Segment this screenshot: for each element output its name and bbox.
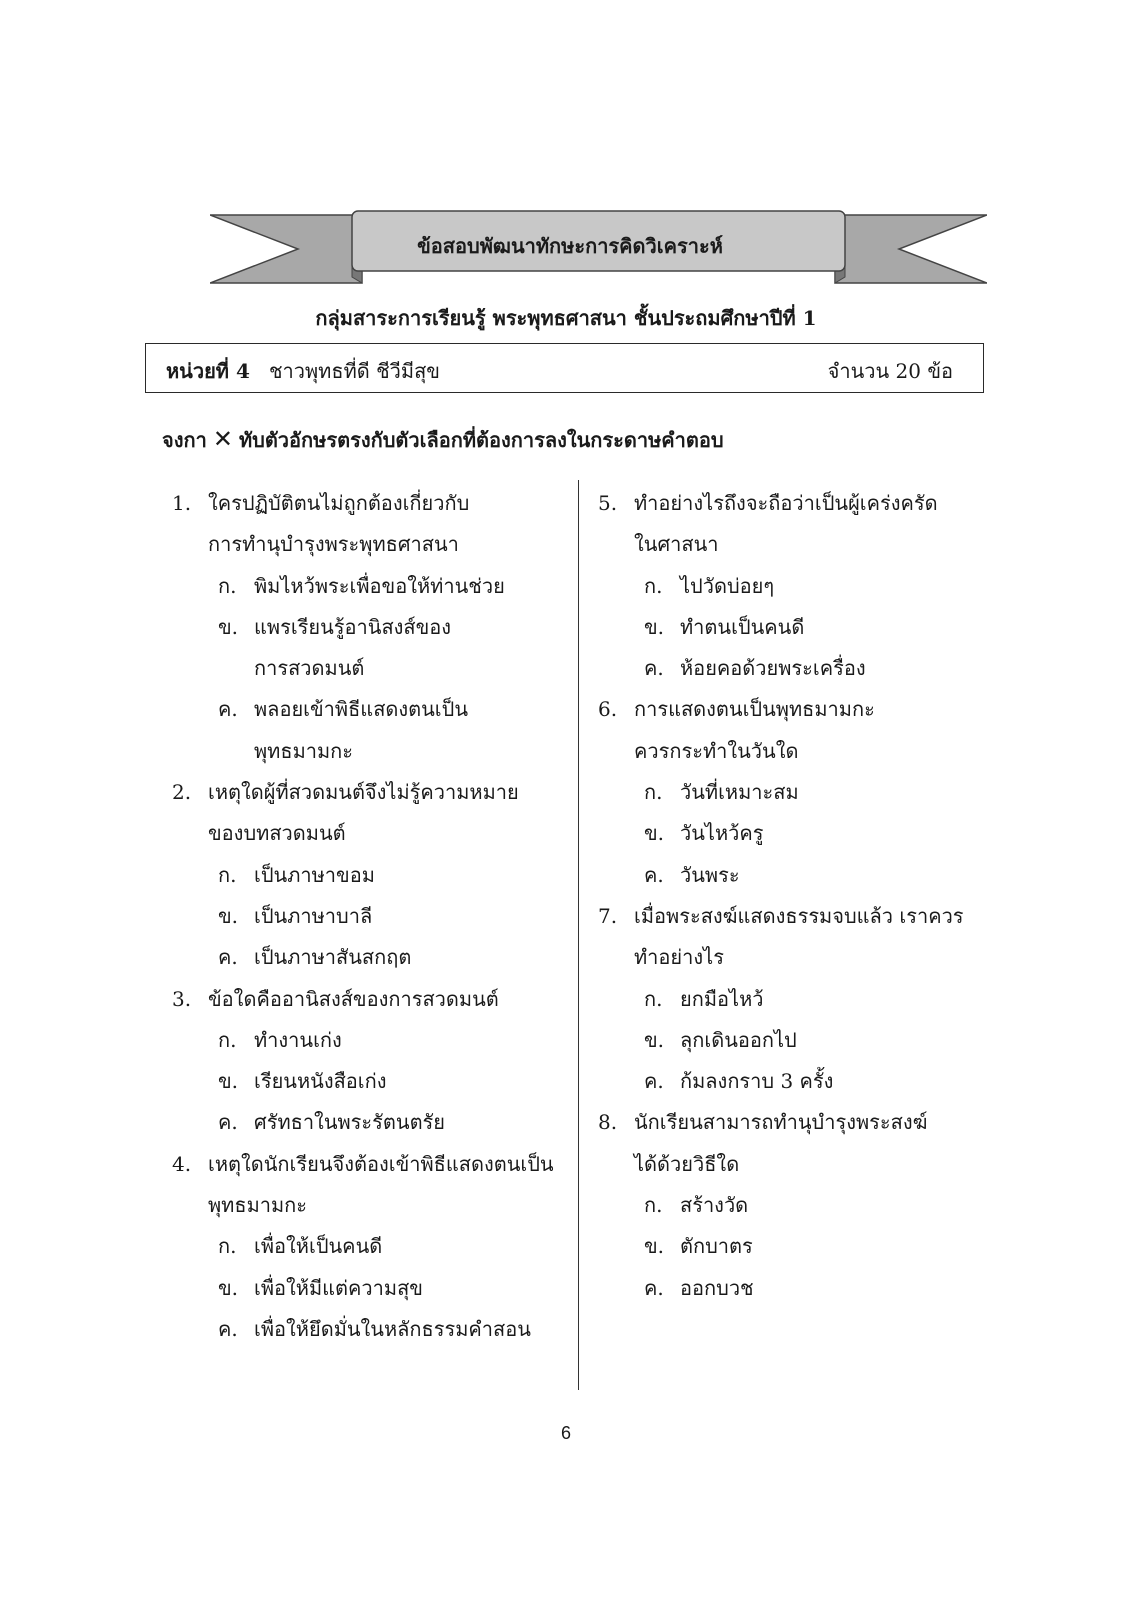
answer-option [598,1185,978,1226]
question-text: ได้ด้วยวิธีใด [634,1151,740,1176]
answer-option [172,1061,568,1102]
question-item [598,896,978,1102]
questions-right-column [598,483,978,1309]
option-label: ก. [644,573,663,598]
answer-option [172,1020,568,1061]
question-number: 3. [172,986,192,1011]
option-label: ข. [218,1069,239,1094]
option-label: ข. [644,821,665,846]
question-text: ทำอย่างไร [634,945,724,970]
question-text-continued [172,813,568,854]
question-line [598,689,978,730]
banner-title: ข้อสอบพัฒนาทักษะการคิดวิเคราะห์ [417,234,723,258]
option-text: พิมไหว้พระเพื่อขอให้ท่านช่วย [254,573,505,598]
question-number: 4. [172,1151,192,1176]
option-label: ข. [644,1027,665,1052]
question-text-continued [172,524,568,565]
option-text: ตักบาตร [680,1234,753,1259]
answer-option [172,1268,568,1309]
question-text-continued [598,1144,978,1185]
question-number: 5. [598,491,618,515]
question-item [598,689,978,895]
answer-option [172,1226,568,1267]
question-line [172,772,568,813]
option-label: ค. [218,945,238,970]
option-label: ค. [218,1316,238,1341]
question-item [172,772,568,978]
option-label: ค. [644,656,664,681]
question-item [172,979,568,1144]
option-label: ค. [644,1069,664,1094]
option-text: วันพระ [680,862,740,887]
question-number: 6. [598,697,618,722]
option-text: สร้างวัด [680,1193,749,1218]
answer-option [598,979,978,1020]
question-text: เหตุใดผู้ที่สวดมนต์จึงไม่รู้ความหมาย [208,780,519,805]
answer-option [598,1020,978,1061]
question-text: ควรกระทำในวันใด [634,738,799,763]
answer-option [598,648,978,689]
page-number: 6 [560,1423,571,1443]
option-text: ไปวัดบ่อยๆ [680,573,775,598]
option-label: ก. [218,1027,237,1052]
question-line [598,483,978,524]
option-text: เป็นภาษาขอม [254,862,375,887]
option-label: ข. [218,1275,239,1300]
option-label: ค. [644,862,664,887]
option-label: ค. [218,1110,238,1135]
question-line [172,483,568,524]
answer-option [172,689,568,730]
option-text: พลอยเข้าพิธีแสดงตนเป็น [254,697,469,722]
question-text-continued [172,1185,568,1226]
option-label: ก. [218,1234,237,1259]
unit-box [145,343,984,393]
question-item [172,1144,568,1350]
question-line [172,979,568,1020]
answer-option [598,566,978,607]
instruction-text: ทับตัวอักษรตรงกับตัวเลือกที่ต้องการลงในกระดาษคำตอบ [238,428,724,452]
option-text: ทำงานเก่ง [254,1027,342,1052]
option-label: ก. [218,573,237,598]
option-text: ออกบวช [680,1275,754,1300]
question-number: 8. [598,1110,618,1135]
question-number: 1. [172,491,192,515]
option-text: เป็นภาษาบาลี [254,903,373,928]
question-text-continued [598,731,978,772]
question-text-continued [598,524,978,565]
option-text: ก้มลงกราบ 3 ครั้ง [680,1069,834,1094]
question-text: ใครปฏิบัติตนไม่ถูกต้องเกี่ยวกับ [208,491,470,515]
answer-option [598,813,978,854]
option-label: ก. [644,780,663,805]
option-text: วันไหว้ครู [680,821,764,846]
option-label: ข. [644,1234,665,1259]
option-text: ลุกเดินออกไป [680,1027,797,1052]
option-text: เพื่อให้ยึดมั่นในหลักธรรมคำสอน [254,1316,531,1341]
option-text: การสวดมนต์ [254,656,365,681]
unit-name: ชาวพุทธที่ดี ชีวีมีสุข [268,359,440,383]
option-text: ทำตนเป็นคนดี [680,614,805,639]
question-item [598,483,978,689]
unit-heading [166,355,440,387]
answer-option [598,772,978,813]
option-text: เพื่อให้เป็นคนดี [254,1234,383,1259]
option-text-continued [172,648,568,689]
option-text: แพรเรียนรู้อานิสงส์ของ [254,614,452,639]
option-label: ก. [644,986,663,1011]
option-label: ข. [218,903,239,928]
option-label: ข. [218,614,239,639]
question-text: เหตุใดนักเรียนจึงต้องเข้าพิธีแสดงตนเป็น [208,1151,554,1176]
option-label: ข. [644,614,665,639]
option-text: ศรัทธาในพระรัตนตรัย [254,1110,446,1135]
answer-option [172,896,568,937]
instruction [162,424,724,456]
question-text: ข้อใดคืออานิสงส์ของการสวดมนต์ [208,986,499,1011]
answer-option [172,1102,568,1143]
answer-option [598,607,978,648]
option-text: เรียนหนังสือเก่ง [254,1069,387,1094]
answer-option [598,1268,978,1309]
option-label: ค. [644,1275,664,1300]
unit-number: หน่วยที่ 4 [166,359,250,383]
option-text: ห้อยคอด้วยพระเครื่อง [680,656,866,681]
question-item [172,483,568,772]
question-text: การแสดงตนเป็นพุทธมามกะ [634,697,875,722]
question-text-continued [598,937,978,978]
option-label: ก. [644,1193,663,1218]
question-text: ทำอย่างไรถึงจะถือว่าเป็นผู้เคร่งครัด [634,491,938,515]
answer-option [172,607,568,648]
answer-option [598,1226,978,1267]
answer-option [172,855,568,896]
option-text: วันที่เหมาะสม [680,780,799,805]
question-text: นักเรียนสามารถทำนุบำรุงพระสงฆ์ [634,1110,928,1135]
answer-option [172,566,568,607]
column-divider [578,480,579,1390]
option-text: เป็นภาษาสันสกฤต [254,945,412,970]
question-line [598,1102,978,1143]
question-number: 2. [172,780,192,805]
question-number: 7. [598,903,618,928]
answer-option [172,1309,568,1350]
option-text: พุทธมามกะ [254,738,354,763]
instruction-lead: จงกา [162,428,207,452]
option-text-continued [172,731,568,772]
question-text: ในศาสนา [634,532,719,557]
question-text: เมื่อพระสงฆ์แสดงธรรมจบแล้ว เราควร [634,903,964,928]
option-label: ค. [218,697,238,722]
question-text: การทำนุบำรุงพระพุทธศาสนา [208,532,459,557]
question-count: จำนวน 20 ข้อ [827,359,953,383]
answer-option [598,855,978,896]
question-line [172,1144,568,1185]
option-label: ก. [218,862,237,887]
option-text: เพื่อให้มีแต่ความสุข [254,1275,423,1300]
question-text: ของบทสวดมนต์ [208,821,346,846]
question-item [598,1102,978,1308]
questions-left-column [172,483,568,1350]
option-text: ยกมือไหว้ [680,986,764,1011]
subject-line: กลุ่มสาระการเรียนรู้ พระพุทธศาสนา ชั้นประถมศึกษาปีที่ 1 [315,306,817,330]
question-text: พุทธมามกะ [208,1193,308,1218]
cross-mark-icon: ✕ [212,425,233,453]
question-line [598,896,978,937]
answer-option [172,937,568,978]
answer-option [598,1061,978,1102]
